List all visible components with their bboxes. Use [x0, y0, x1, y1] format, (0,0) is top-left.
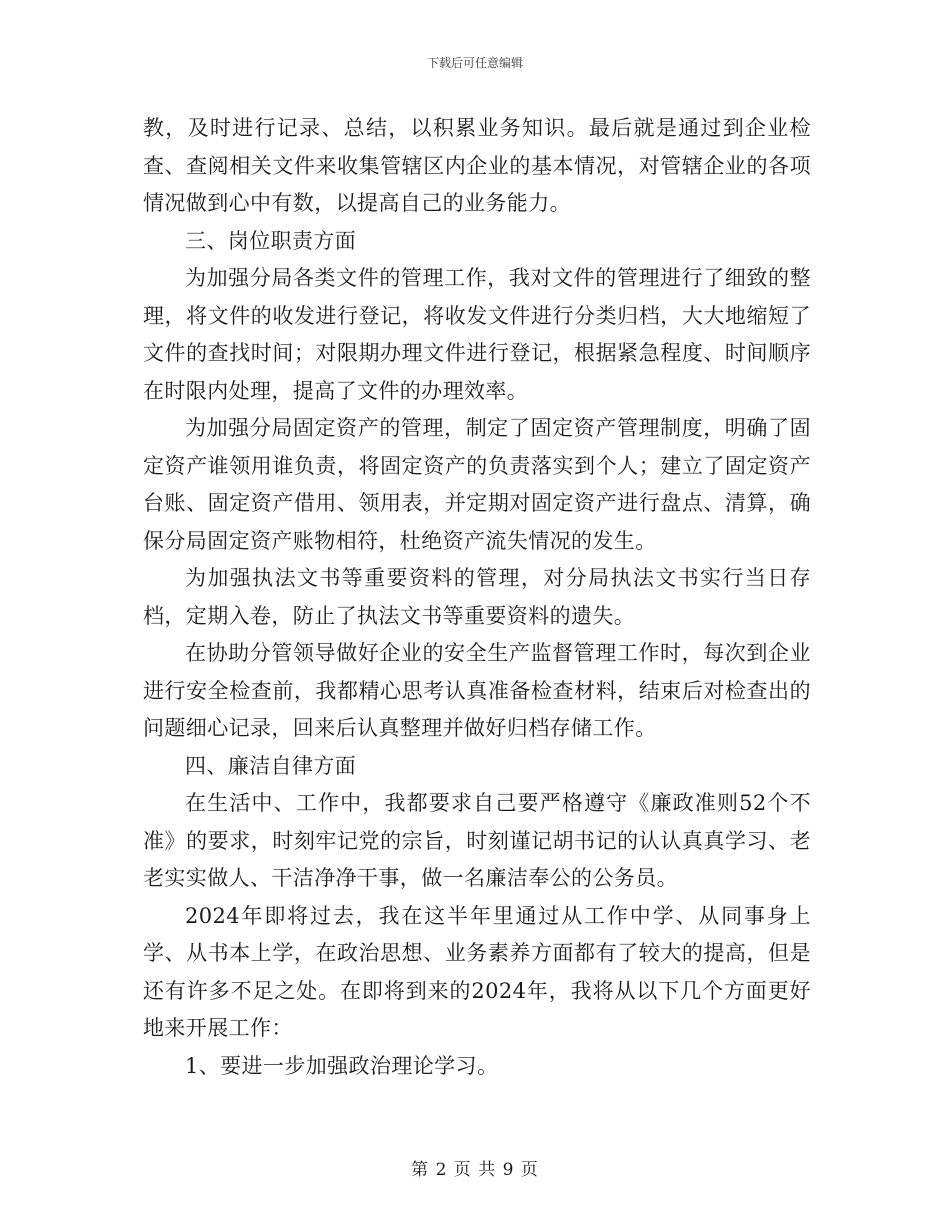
- paragraph-safety-supervision: 在协助分管领导做好企业的安全生产监督管理工作时，每次到企业进行安全检查前，我都精心思考认真准备检查材料，结束后对检查出的问题细心记录，回来后认真整理并做好归档存储工作。: [143, 641, 811, 740]
- paragraph-file-management: 为加强分局各类文件的管理工作，我对文件的管理进行了细致的整理，将文件的收发进行登记，将收发文件进行分类归档，大大地缩短了文件的查找时间；对限期办理文件进行登记，根据紧急程度、时间顺序在时限内处理，提高了文件的办理效率。: [143, 266, 811, 403]
- section-heading-integrity: 四、廉洁自律方面: [185, 753, 357, 778]
- list-item-1: 1、要进一步加强政治理论学习。: [185, 1053, 499, 1078]
- page-number: 第 2 页 共 9 页: [411, 1160, 539, 1180]
- paragraph-continuation: 教，及时进行记录、总结，以积累业务知识。最后就是通过到企业检查、查阅相关文件来收集管辖区内企业的基本情况，对管辖企业的各项情况做到心中有数，以提高自己的业务能力。: [143, 116, 811, 215]
- document-body: [143, 110, 811, 1085]
- paragraph-summary: 2024年即将过去，我在这半年里通过从工作中学、从同事身上学、从书本上学，在政治思想、业务素养方面都有了较大的提高，但是还有许多不足之处。在即将到来的2024年，我将从以下几个方面更好地来开展工作：: [143, 903, 811, 1040]
- header-note: 下载后可任意编辑: [426, 56, 523, 70]
- paragraph-enforcement-documents: 为加强执法文书等重要资料的管理，对分局执法文书实行当日存档，定期入卷，防止了执法文书等重要资料的遗失。: [143, 566, 811, 628]
- section-heading-job-duties: 三、岗位职责方面: [185, 228, 357, 253]
- paragraph-integrity: 在生活中、工作中，我都要求自己要严格遵守《廉政准则52个不准》的要求，时刻牢记党的宗旨，时刻谨记胡书记的认认真真学习、老老实实做人、干洁净净干事，做一名廉洁奉公的公务员。: [143, 791, 811, 890]
- paragraph-fixed-assets: 为加强分局固定资产的管理，制定了固定资产管理制度，明确了固定资产谁领用谁负责，将固定资产的负责落实到个人；建立了固定资产台账、固定资产借用、领用表，并定期对固定资产进行盘点、清算，确保分局固定资产账物相符，杜绝资产流失情况的发生。: [143, 416, 811, 553]
